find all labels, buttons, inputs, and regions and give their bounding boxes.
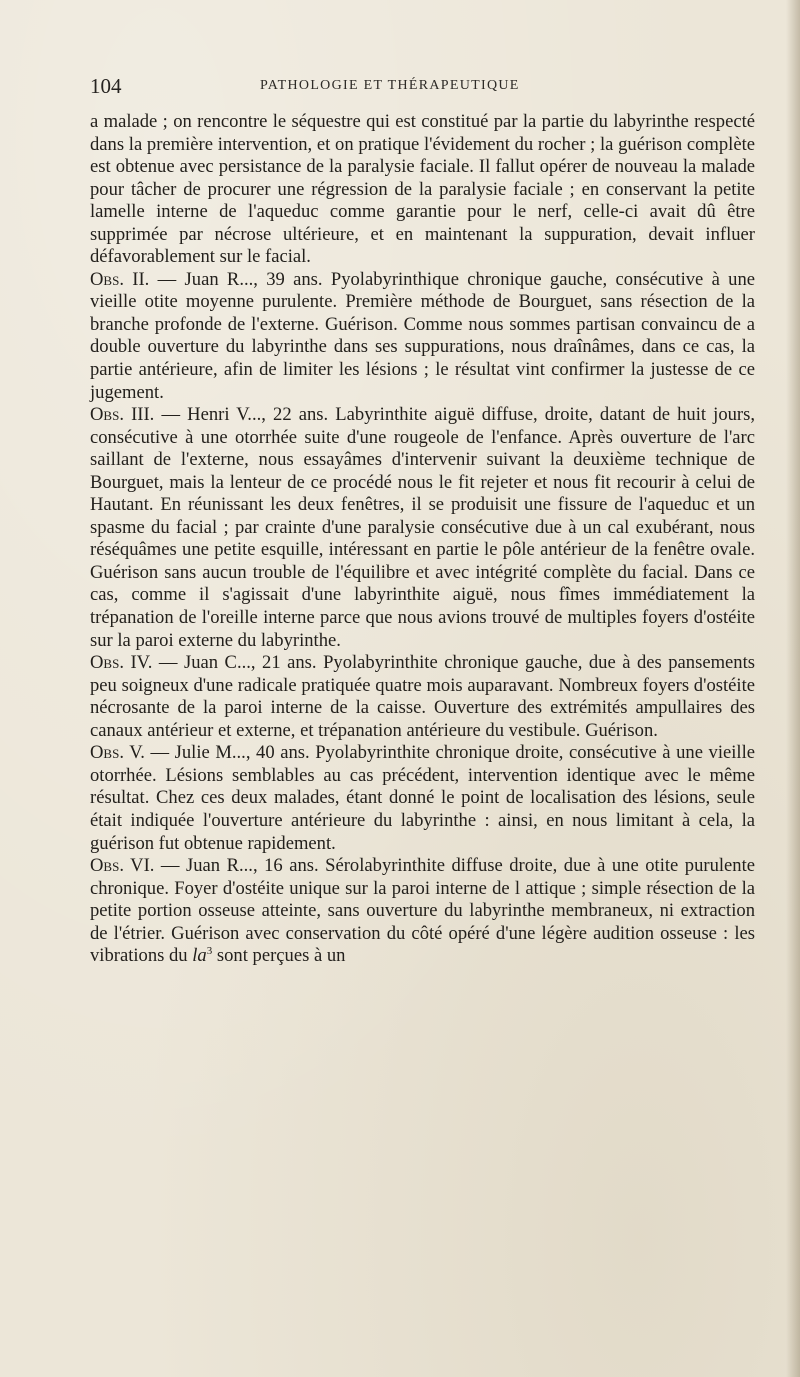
paragraph-obs-3 xyxy=(90,404,755,652)
page-header xyxy=(90,74,750,100)
paragraph-text: a malade ; on rencontre le séquestre qui est constitué par la partie du labyrinthe respecté dans la première intervention, et on pratique l'évidement du rocher ; la guérison complète est obtenue avec persistance de la paralysie faciale. Il fallut opérer de nouveau la malade pour tâcher de procurer une régression de la paralysie faciale ; en conservant la petite lamelle interne de l'aqueduc comme garantie pour le nerf, celle-ci avait dû être supprimée par nécrose ultérieure, et en maintenant la suppuration, devait influer défavorablement sur le facial. xyxy=(90,111,755,268)
note-superscript: 3 xyxy=(206,945,213,958)
running-title: PATHOLOGIE ET THÉRAPEUTIQUE xyxy=(260,78,520,93)
paragraph-text: — Juan C..., 21 ans. Pyolabyrinthite chronique gauche, due à des pansements peu soigneux d'une radicale pratiquée quatre mois auparavant. Nombreux foyers d'ostéite nécrosante de la paroi interne de la caisse. Ouverture des extrémités ampullaires des canaux antérieur et externe, et trépanation antérieure du vestibule. Guérison. xyxy=(90,652,755,741)
observation-label: Obs. II. xyxy=(90,268,150,290)
paragraph-text: — Henri V..., 22 ans. Labyrinthite aiguë diffuse, droite, datant de huit jours, consécutive à une otorrhée suite d'une rougeole de l'enfance. Après ouverture de l'arc saillant de l'externe, nous essayâmes d'intervenir suivant la deuxième technique de Bourguet, mais la lenteur de ce procédé nous le fit rejeter et nous fit recourir à celui de Hautant. En réunissant les deux fenêtres, il se produisit une fissure de l'aqueduc et un spasme du facial ; par crainte d'une paralysie consécutive due à un cal exubérant, nous réséquâmes une petite esquille, intéressant en partie le pôle antérieur de la fenêtre ovale. Guérison sans aucun trouble de l'équilibre et avec intégrité complète du facial. Dans ce cas, comme il s'agissait d'une labyrinthite aiguë, nous fîmes immédiatement la trépanation de l'oreille interne parce que nous avions trouvé de multiples foyers d'ostéite sur la paroi externe du labyrinthe. xyxy=(90,404,755,651)
observation-label: Obs. III. xyxy=(90,404,155,426)
page-number: 104 xyxy=(90,74,122,98)
page-edge-shadow xyxy=(786,0,800,1377)
observation-label: Obs. VI. xyxy=(90,855,155,877)
paragraph-obs-5 xyxy=(90,742,755,855)
observation-label: Obs. IV. xyxy=(90,652,153,674)
paragraph-obs-6 xyxy=(90,855,755,968)
note-symbol: la xyxy=(192,945,207,967)
paragraph-obs-2 xyxy=(90,269,755,404)
paragraph-text: — Juan R..., 39 ans. Pyolabyrinthique chronique gauche, consécutive à une vieille otite moyenne purulente. Première méthode de Bourguet, sans résection de la branche profonde de l'externe. Guérison. Comme nous sommes partisan convaincu de a double ouverture du labyrinthe dans ses suppurations, nous draînâmes, dans ce cas, la partie antérieure, afin de limiter les lésions ; le résultat vint confirmer la justesse de ce jugement. xyxy=(90,268,755,403)
paragraph-text: — Julie M..., 40 ans. Pyolabyrinthite chronique droite, consécutive à une vieille otorrhée. Lésions semblables au cas précédent, intervention identique avec le même résultat. Chez ces deux malades, étant donné le point de localisation des lésions, seule était indiquée l'ouverture antérieure du labyrinthe : ainsi, en nous limitant à cela, la guérison fut obtenue rapidement. xyxy=(90,742,756,854)
body-text xyxy=(90,111,755,968)
paragraph-continuation xyxy=(90,111,755,269)
observation-label: Obs. V. xyxy=(90,742,145,764)
paragraph-tail: sont perçues à un xyxy=(212,945,346,967)
paragraph-obs-4 xyxy=(90,652,755,742)
paragraph-text: — Juan R..., 16 ans. Sérolabyrinthite diffuse droite, due à une otite purulente chronique. Foyer d'ostéite unique sur la paroi interne de l attique ; simple résection de la petite portion osseuse atteinte, sans ouverture du labyrinthe membraneux, ni extraction de l'étrier. Guérison avec conservation du côté opéré d'une légère audition osseuse : les vibrations du xyxy=(90,855,756,967)
